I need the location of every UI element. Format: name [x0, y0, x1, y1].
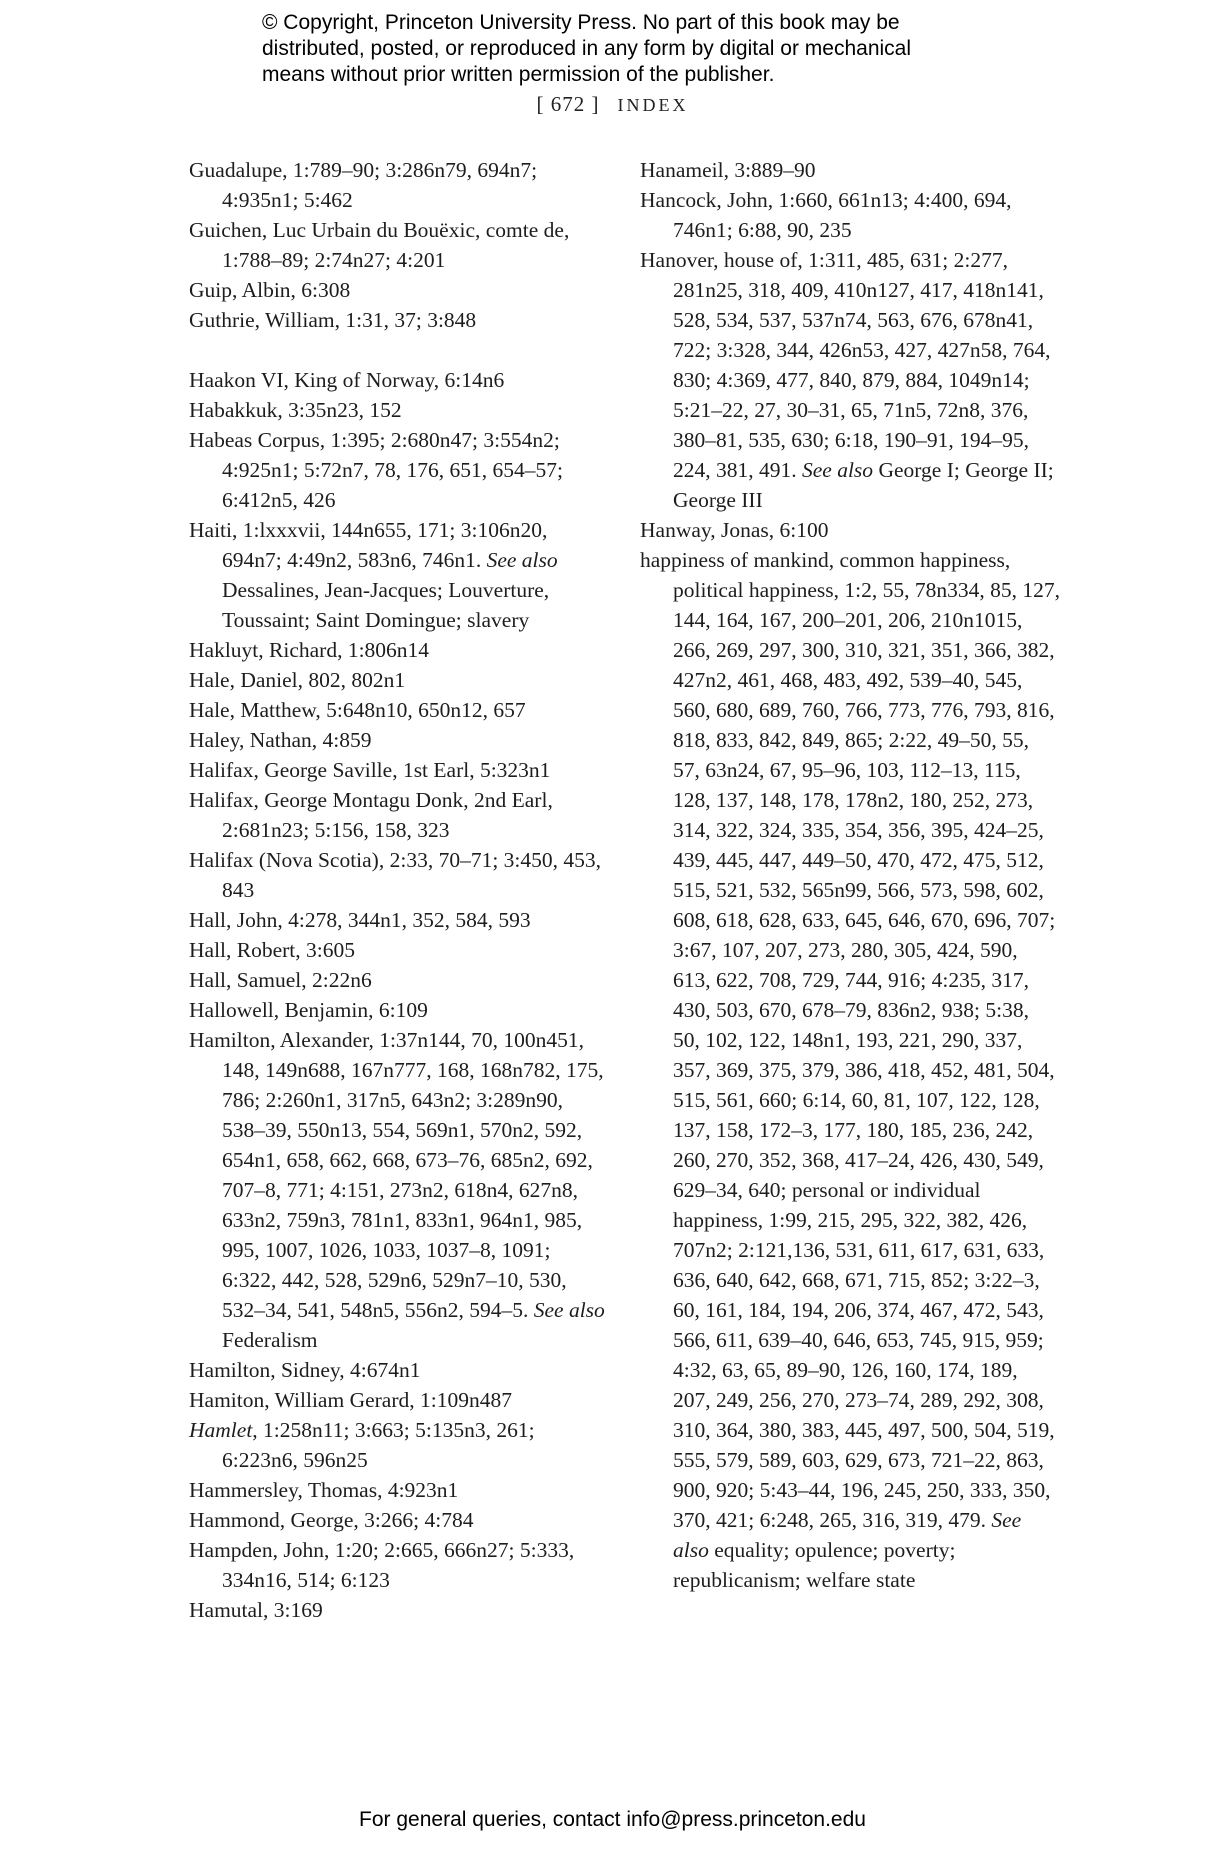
index-entry [640, 245, 1060, 515]
index-entry: Halifax (Nova Scotia), 2:33, 70–71; 3:450, 453, 843 [189, 848, 602, 902]
running-head [0, 92, 1225, 117]
copyright-notice [262, 10, 1022, 88]
index-entry: Hallowell, Benjamin, 6:109 [189, 998, 428, 1022]
entry-text: Haiti, 1:lxxxvii, 144n655, 171; 3:106n20, 694n7; 4:49n2, 583n6, 746n1. [189, 518, 548, 572]
see-also-label: See also [533, 1298, 605, 1322]
footer-contact: For general queries, contact info@press.princeton.edu [359, 1808, 866, 1831]
entry-text: , 1:258n11; 3:663; 5:135n3, 261; 6:223n6, 596n25 [222, 1418, 535, 1472]
index-entry: Habakkuk, 3:35n23, 152 [189, 398, 402, 422]
cross-reference: Federalism [222, 1328, 318, 1352]
cross-reference: Dessalines, Jean-Jacques; Louverture, Toussaint; Saint Domingue; slavery [222, 578, 550, 632]
index-entry [189, 1415, 609, 1475]
copyright-line-3: means without prior written permission of the publisher. [262, 63, 775, 86]
index-entry: Haley, Nathan, 4:859 [189, 728, 372, 752]
index-entry: Guip, Albin, 6:308 [189, 278, 351, 302]
index-entry: Hampden, John, 1:20; 2:665, 666n27; 5:333, 334n16, 514; 6:123 [189, 1538, 575, 1592]
index-entry: Haakon VI, King of Norway, 6:14n6 [189, 368, 505, 392]
cross-reference: George I; George II; George III [673, 458, 1054, 512]
index-entry: Hale, Matthew, 5:648n10, 650n12, 657 [189, 698, 526, 722]
page-number: [ 672 ] [536, 92, 600, 116]
copyright-line-2: distributed, posted, or reproduced in any form by digital or mechanical [262, 37, 912, 60]
index-column-left [189, 155, 609, 1625]
copyright-line-1: © Copyright, Princeton University Press. No part of this book may be [262, 11, 900, 34]
index-entry: Halifax, George Montagu Donk, 2nd Earl, 2:681n23; 5:156, 158, 323 [189, 788, 553, 842]
entry-text: Hanover, house of, 1:311, 485, 631; 2:277, 281n25, 318, 409, 410n127, 417, 418n141, 528, 534, 537, 537n74, 563, 676, 678n41, 722; 3:328, 344, 426n53, 427, 427n58, 764, 830; 4:369, 477, 840, 879, 884, 1049n14; 5:21–22, 27, 30–31, 65, 71n5, 72n8, 376, 380–81, 535, 630; 6:18, 190–91, 194–95, 224, 381, 491. [640, 248, 1051, 482]
index-entry [189, 515, 609, 635]
index-entry: Hall, Samuel, 2:22n6 [189, 968, 372, 992]
index-entry: Hale, Daniel, 802, 802n1 [189, 668, 406, 692]
index-entry [189, 1025, 609, 1355]
index-entry: Hall, Robert, 3:605 [189, 938, 356, 962]
see-also-label: See also [486, 548, 558, 572]
index-entry: Hakluyt, Richard, 1:806n14 [189, 638, 430, 662]
letter-group-divider [189, 335, 609, 365]
index-entry: Hammersley, Thomas, 4:923n1 [189, 1478, 459, 1502]
index-entry: Guthrie, William, 1:31, 37; 3:848 [189, 308, 477, 332]
index-entry: Guadalupe, 1:789–90; 3:286n79, 694n7; 4:935n1; 5:462 [189, 158, 538, 212]
index-entry: Guichen, Luc Urbain du Bouëxic, comte de, 1:788–89; 2:74n27; 4:201 [189, 218, 570, 272]
index-entry: Hanameil, 3:889–90 [640, 158, 816, 182]
index-entry: Hamiton, William Gerard, 1:109n487 [189, 1388, 512, 1412]
cross-reference: equality; opulence; poverty; republicanism; welfare state [673, 1538, 956, 1592]
index-entry: Hanway, Jonas, 6:100 [640, 518, 829, 542]
index-entry [640, 545, 1060, 1595]
index-entry: Habeas Corpus, 1:395; 2:680n47; 3:554n2; 4:925n1; 5:72n7, 78, 176, 651, 654–57; 6:412n5, 426 [189, 428, 564, 512]
see-also-label: See also [802, 458, 874, 482]
index-entry: Hancock, John, 1:660, 661n13; 4:400, 694, 746n1; 6:88, 90, 235 [640, 188, 1012, 242]
index-entry: Halifax, George Saville, 1st Earl, 5:323n1 [189, 758, 551, 782]
index-entry: Hamutal, 3:169 [189, 1598, 323, 1622]
see-also-label: See also [673, 1508, 1022, 1562]
index-entry: Hammond, George, 3:266; 4:784 [189, 1508, 474, 1532]
entry-text: happiness of mankind, common happiness, political happiness, 1:2, 55, 78n334, 85, 127, 144, 164, 167, 200–201, 206, 210n1015, 266, 269, 297, 300, 310, 321, 351, 366, 382, 427n2, 461, 468, 483, 492, 539–40, 545, 560, 680, 689, 760, 766, 773, 776, 793, 816, 818, 833, 842, 849, 865; 2:22, 49–50, 55, 57, 63n24, 67, 95–96, 103, 112–13, 115, 128, 137, 148, 178, 178n2, 180, 252, 273, 314, 322, 324, 335, 354, 356, 395, 424–25, 439, 445, 447, 449–50, 470, 472, 475, 512, 515, 521, 532, 565n99, 566, 573, 598, 602, 608, 618, 628, 633, 645, 646, 670, 696, 707; 3:67, 107, 207, 273, 280, 305, 424, 590, 613, 622, 708, 729, 744, 916; 4:235, 317, 430, 503, 670, 678–79, 836n2, 938; 5:38, 50, 102, 122, 148n1, 193, 221, 290, 337, 357, 369, 375, 379, 386, 418, 452, 481, 504, 515, 561, 660; 6:14, 60, 81, 107, 122, 128, 137, 158, 172–3, 177, 180, 185, 236, 242, 260, 270, 352, 368, 417–24, 426, 430, 549, 629–34, 640; personal or individual happiness, 1:99, 215, 295, 322, 382, 426, 707n2; 2:121,136, 531, 611, 617, 631, 633, 636, 640, 642, 668, 671, 715, 852; 3:22–3, 60, 161, 184, 194, 206, 374, 467, 472, 543, 566, 611, 639–40, 646, 653, 745, 915, 959; 4:32, 63, 65, 89–90, 126, 160, 174, 189, 207, 249, 256, 270, 273–74, 289, 292, 308, 310, 364, 380, 383, 445, 497, 500, 504, 519, 555, 579, 589, 603, 629, 673, 721–22, 863, 900, 920; 5:43–44, 196, 245, 250, 333, 350, 370, 421; 6:248, 265, 316, 319, 479. [640, 548, 1060, 1532]
section-title: INDEX [617, 95, 689, 115]
entry-text: Hamilton, Alexander, 1:37n144, 70, 100n451, 148, 149n688, 167n777, 168, 168n782, 175, 786; 2:260n1, 317n5, 643n2; 3:289n90, 538–39, 550n13, 554, 569n1, 570n2, 592, 654n1, 658, 662, 668, 673–76, 685n2, 692, 707–8, 771; 4:151, 273n2, 618n4, 627n8, 633n2, 759n3, 781n1, 833n1, 964n1, 985, 995, 1007, 1026, 1033, 1037–8, 1091; 6:322, 442, 528, 529n6, 529n7–10, 530, 532–34, 541, 548n5, 556n2, 594–5. [189, 1028, 604, 1322]
index-column-right [640, 155, 1060, 1595]
index-entry: Hamilton, Sidney, 4:674n1 [189, 1358, 421, 1382]
index-entry: Hall, John, 4:278, 344n1, 352, 584, 593 [189, 908, 531, 932]
italic-title: Hamlet [189, 1418, 253, 1442]
